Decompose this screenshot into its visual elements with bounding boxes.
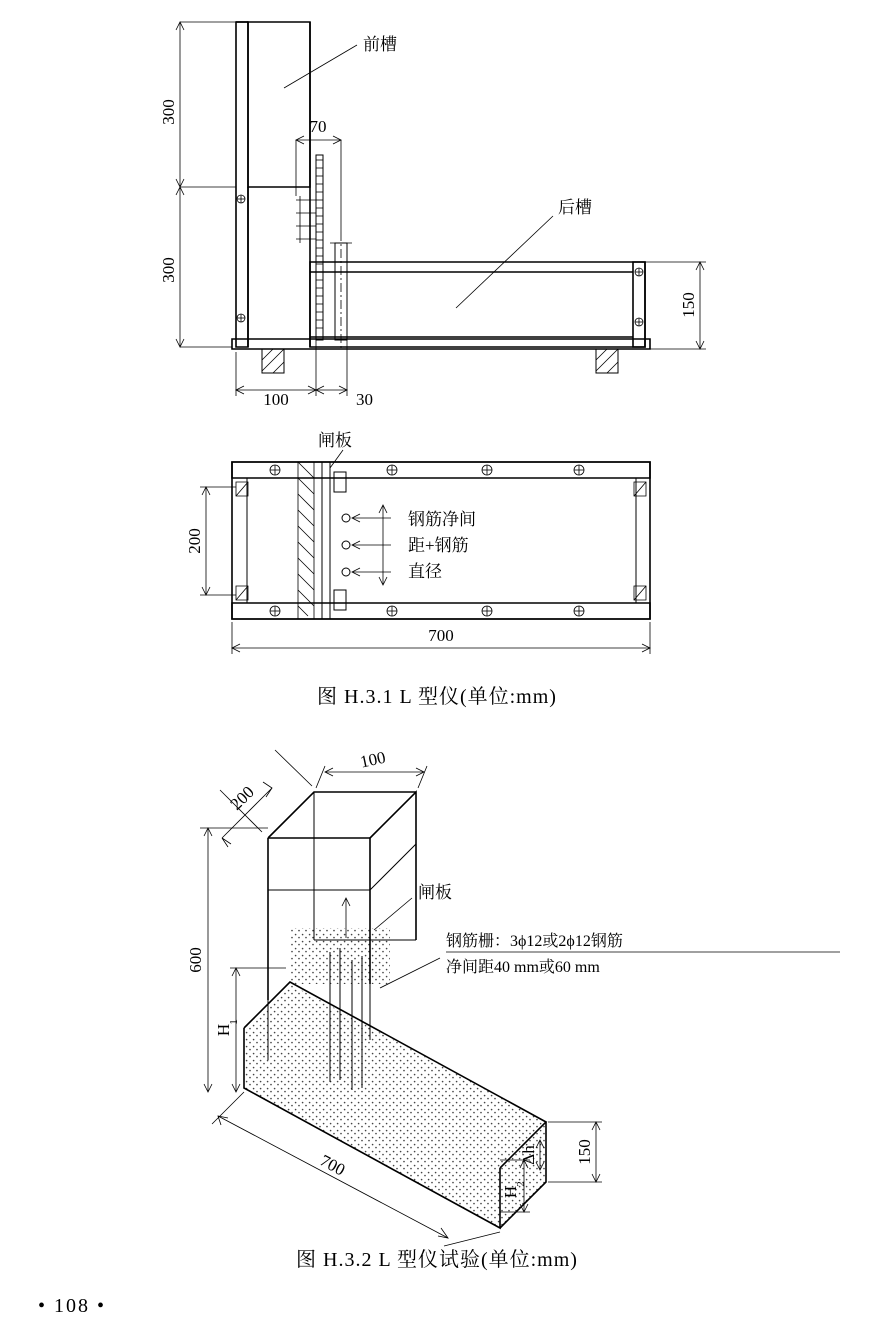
dim-300-top-text: 300 [159, 99, 178, 125]
support-legs [262, 349, 618, 373]
dim-30-text: 30 [356, 390, 373, 409]
figure-l-box-test-isometric [0, 730, 874, 1290]
label-rear-trough: 后槽 [558, 198, 592, 217]
dim-100-text: 100 [263, 390, 289, 409]
gate-and-rebar-elevation [296, 155, 352, 348]
dim-150-iso-text: 150 [575, 1139, 594, 1165]
dimension-150-iso [548, 1122, 602, 1182]
dim-100-iso-text: 100 [358, 747, 388, 772]
label-rebar-note-1: 钢筋净间 [408, 510, 476, 529]
rebar-spacing-annotation [352, 505, 476, 585]
dimension-70 [296, 117, 341, 232]
rear-trough-outline [310, 262, 645, 347]
label-gate-plate-iso: 闸板 [418, 883, 452, 902]
figure-1-caption: 图 H.3.1 L 型仪(单位:mm) [317, 686, 557, 708]
dimension-300-top [159, 22, 236, 187]
label-rebar-grid-2: 净间距40 mm或60 mm [446, 959, 600, 976]
leader-rear-trough [456, 198, 592, 308]
dim-300-lower-text: 300 [159, 257, 178, 283]
label-rebar-grid-1: 钢筋栅：3ϕ12或2ϕ12钢筋 [446, 933, 623, 950]
dim-700-text: 700 [428, 626, 454, 645]
label-gate-plate-plan: 闸板 [318, 431, 352, 450]
dimension-300-lower [159, 187, 232, 347]
dim-70-text: 70 [309, 117, 327, 136]
leader-rebar-grid [380, 932, 840, 988]
dim-150-text: 150 [679, 292, 698, 318]
label-rebar-note-2: 距+钢筋 [408, 536, 469, 555]
dim-600-text: 600 [186, 947, 205, 973]
dim-h1-sub: 1 [228, 1019, 240, 1025]
dimension-200-plan [185, 487, 236, 595]
dim-700-iso-text: 700 [316, 1150, 349, 1180]
dimension-100-iso [316, 748, 427, 788]
dim-delta-h-text: Δh [519, 1145, 538, 1165]
leader-front-trough [284, 35, 397, 88]
label-front-trough: 前槽 [363, 35, 397, 54]
dim-h2-sub: 2 [515, 1181, 527, 1187]
page-number: • 108 • [38, 1295, 107, 1317]
dimension-700-plan [232, 622, 650, 654]
dim-200-text: 200 [185, 528, 204, 554]
dimension-200-iso [220, 750, 312, 847]
leader-gate-plate-iso [374, 883, 452, 930]
label-rebar-note-3: 直径 [408, 562, 442, 581]
dim-h2-text: H [501, 1185, 520, 1199]
front-trough-outline [236, 22, 310, 347]
dimension-bottom-100-30 [236, 340, 373, 409]
figure-2-caption: 图 H.3.2 L 型仪试验(单位:mm) [296, 1249, 578, 1271]
dim-h1-text: H [214, 1023, 233, 1037]
dimension-150-right [645, 262, 706, 349]
dim-200-iso-text: 200 [226, 782, 258, 814]
